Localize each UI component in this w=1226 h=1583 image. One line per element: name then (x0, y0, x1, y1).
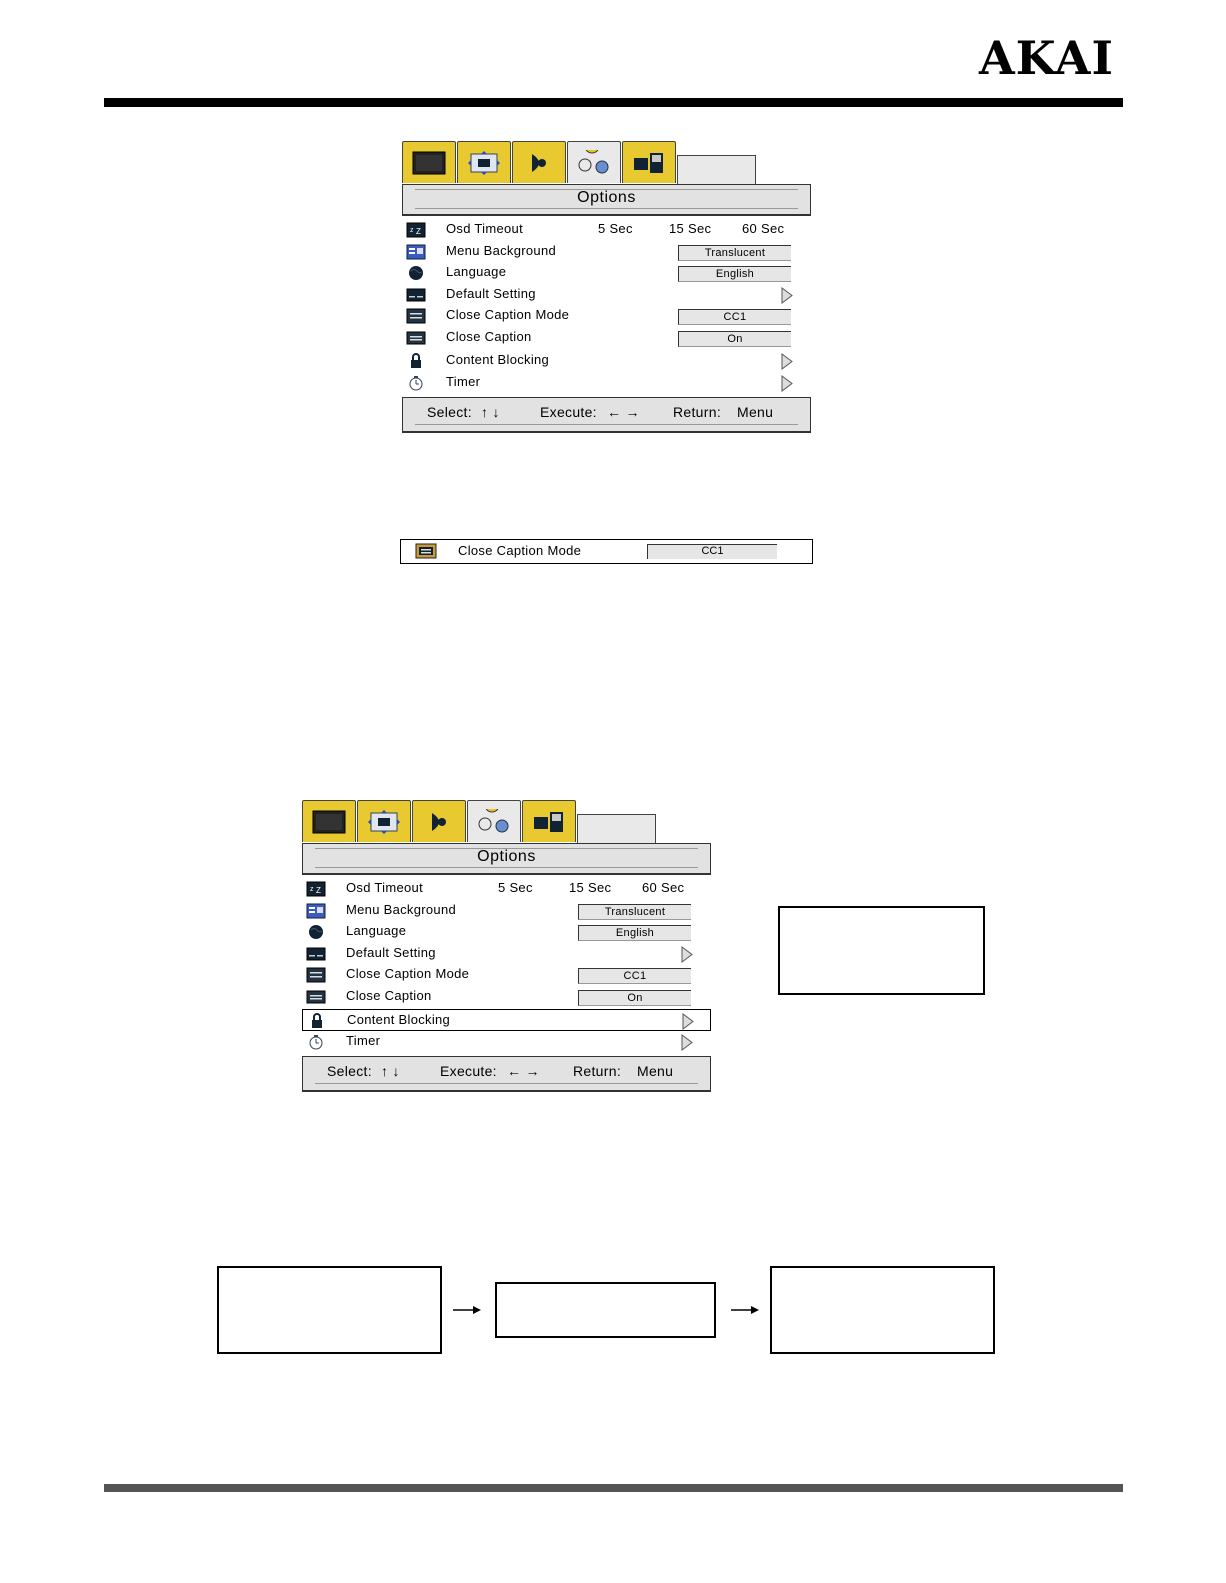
tab-options[interactable] (567, 141, 621, 183)
globe-icon (406, 265, 426, 281)
menu-row-timer[interactable] (402, 372, 811, 394)
chevron-right-icon[interactable] (781, 353, 793, 370)
tab-empty (577, 814, 656, 843)
zz-timeout-icon (306, 881, 326, 897)
menu-row-value[interactable]: CC1 (578, 968, 691, 984)
menu-row-default-setting[interactable] (402, 284, 811, 306)
menu-row-label: Default Setting (346, 944, 436, 960)
tab-pip[interactable] (522, 800, 576, 842)
picture-icon (312, 810, 346, 834)
menu-row-menu-background[interactable] (302, 900, 711, 922)
menu-row-label: Timer (346, 1032, 381, 1048)
menu-row-default-setting[interactable] (302, 943, 711, 965)
options-menu-2 (302, 800, 714, 1095)
timer-icon (306, 1034, 326, 1050)
svg-text:Z: Z (316, 886, 321, 895)
screen-adjust-icon (467, 150, 501, 176)
menu-row-osd-timeout[interactable] (302, 878, 711, 900)
pip-icon (633, 151, 665, 175)
lock-icon (307, 1013, 327, 1029)
menu-row-close-caption[interactable] (402, 327, 811, 349)
caption-mode-icon (306, 967, 326, 983)
footer-return: Return: (573, 1063, 622, 1079)
menu-row-value[interactable]: CC1 (678, 309, 791, 325)
caption-bar-value[interactable]: CC1 (647, 544, 777, 559)
osd-timeout-option-2[interactable]: 15 Sec (569, 880, 612, 895)
default-setting-icon (406, 287, 426, 303)
brand-logo: AKAI (978, 31, 1114, 85)
menu-row-value[interactable]: English (678, 266, 791, 282)
footer-return-key: Menu (637, 1063, 674, 1079)
chevron-right-icon[interactable] (681, 1034, 693, 1051)
footer-return-key: Menu (737, 404, 774, 420)
menu-title-bar (402, 184, 811, 216)
screen-adjust-icon (367, 809, 401, 835)
osd-timeout-option-1[interactable]: 5 Sec (498, 880, 533, 895)
footer-execute: Execute: (540, 404, 597, 420)
lock-icon (406, 353, 426, 369)
osd-timeout-option-2[interactable]: 15 Sec (669, 221, 712, 236)
chevron-right-icon[interactable] (681, 946, 693, 963)
flow-arrow-1-icon (453, 1305, 481, 1315)
svg-text:Z: Z (416, 227, 421, 236)
menu-row-value[interactable]: On (578, 990, 691, 1006)
menu-row-label: Content Blocking (347, 1011, 451, 1027)
footer-rule (104, 1484, 1123, 1492)
menu-row-content-blocking[interactable] (302, 1009, 711, 1031)
caption-icon (306, 989, 326, 1005)
osd-timeout-option-3[interactable]: 60 Sec (742, 221, 785, 236)
menu-row-value[interactable]: On (678, 331, 791, 347)
menu-row-label: Close Caption (446, 329, 532, 345)
sound-icon (426, 809, 452, 835)
close-caption-mode-bar[interactable] (400, 539, 813, 564)
menu-title-bar (302, 843, 711, 875)
menu-row-label: Content Blocking (446, 351, 550, 367)
menu-row-language[interactable] (402, 262, 811, 284)
tab-picture[interactable] (402, 141, 456, 183)
caption-bar-label: Close Caption Mode (458, 543, 582, 558)
menu-row-close-caption[interactable] (302, 986, 711, 1008)
menu-tabs (302, 800, 714, 843)
flow-box-2 (495, 1282, 716, 1338)
menu-row-label: Menu Background (446, 242, 557, 258)
chevron-right-icon[interactable] (781, 375, 793, 392)
menu-row-label: Timer (446, 373, 481, 389)
options-menu-1 (402, 141, 814, 436)
tab-sound[interactable] (512, 141, 566, 183)
menu-row-value[interactable]: Translucent (578, 904, 691, 920)
svg-text:z: z (310, 886, 314, 893)
menu-row-label: Menu Background (346, 901, 457, 917)
flow-box-3 (770, 1266, 995, 1354)
caption-icon (406, 330, 426, 346)
picture-icon (412, 151, 446, 175)
menu-row-close-caption-mode[interactable] (302, 964, 711, 986)
tab-options[interactable] (467, 800, 521, 842)
header-rule (104, 98, 1123, 107)
menu-row-label: Language (446, 264, 507, 279)
options-icon (477, 809, 511, 835)
timer-icon (406, 375, 426, 391)
menu-footer (402, 397, 811, 433)
chevron-right-icon[interactable] (682, 1013, 694, 1030)
flow-arrow-2-icon (731, 1305, 759, 1315)
tab-pip[interactable] (622, 141, 676, 183)
menu-row-label: Default Setting (446, 285, 536, 301)
osd-timeout-option-1[interactable]: 5 Sec (598, 221, 633, 236)
footer-execute-arrows: ← → (607, 404, 640, 420)
footer-select-arrows: ↑ ↓ (381, 1063, 400, 1079)
menu-background-icon (406, 244, 426, 260)
footer-select: Select: (327, 1063, 372, 1079)
menu-row-menu-background[interactable] (402, 241, 811, 263)
footer-execute: Execute: (440, 1063, 497, 1079)
zz-timeout-icon (406, 222, 426, 238)
menu-tabs (402, 141, 814, 184)
caption-mode-icon (415, 543, 437, 559)
menu-row-value[interactable]: English (578, 925, 691, 941)
menu-row-close-caption-mode[interactable] (402, 305, 811, 327)
footer-select: Select: (427, 404, 472, 420)
caption-mode-icon (406, 308, 426, 324)
menu-row-label: Close Caption Mode (346, 966, 470, 981)
pip-icon (533, 810, 565, 834)
footer-return: Return: (673, 404, 722, 420)
menu-title: Options (577, 189, 636, 206)
menu-row-label: Osd Timeout (446, 221, 523, 236)
footer-execute-arrows: ← → (507, 1063, 540, 1079)
menu-row-timer[interactable] (302, 1031, 711, 1053)
menu-row-language[interactable] (302, 921, 711, 943)
tab-screen-adjust[interactable] (457, 141, 511, 183)
menu-row-content-blocking[interactable] (402, 350, 811, 372)
menu-row-label: Close Caption Mode (446, 307, 570, 322)
globe-icon (306, 924, 326, 940)
tab-empty (677, 155, 756, 184)
tab-screen-adjust[interactable] (357, 800, 411, 842)
menu-title: Options (477, 848, 536, 865)
menu-footer (302, 1056, 711, 1092)
osd-timeout-option-3[interactable]: 60 Sec (642, 880, 685, 895)
empty-box-right (778, 906, 985, 995)
svg-text:z: z (410, 227, 414, 234)
default-setting-icon (306, 946, 326, 962)
menu-background-icon (306, 903, 326, 919)
menu-row-label: Close Caption (346, 988, 432, 1004)
menu-row-label: Osd Timeout (346, 880, 423, 895)
sound-icon (526, 150, 552, 176)
menu-row-label: Language (346, 923, 407, 938)
menu-row-value[interactable]: Translucent (678, 245, 791, 261)
tab-picture[interactable] (302, 800, 356, 842)
footer-select-arrows: ↑ ↓ (481, 404, 500, 420)
tab-sound[interactable] (412, 800, 466, 842)
flow-box-1 (217, 1266, 442, 1354)
menu-row-osd-timeout[interactable] (402, 219, 811, 241)
options-icon (577, 150, 611, 176)
chevron-right-icon[interactable] (781, 287, 793, 304)
